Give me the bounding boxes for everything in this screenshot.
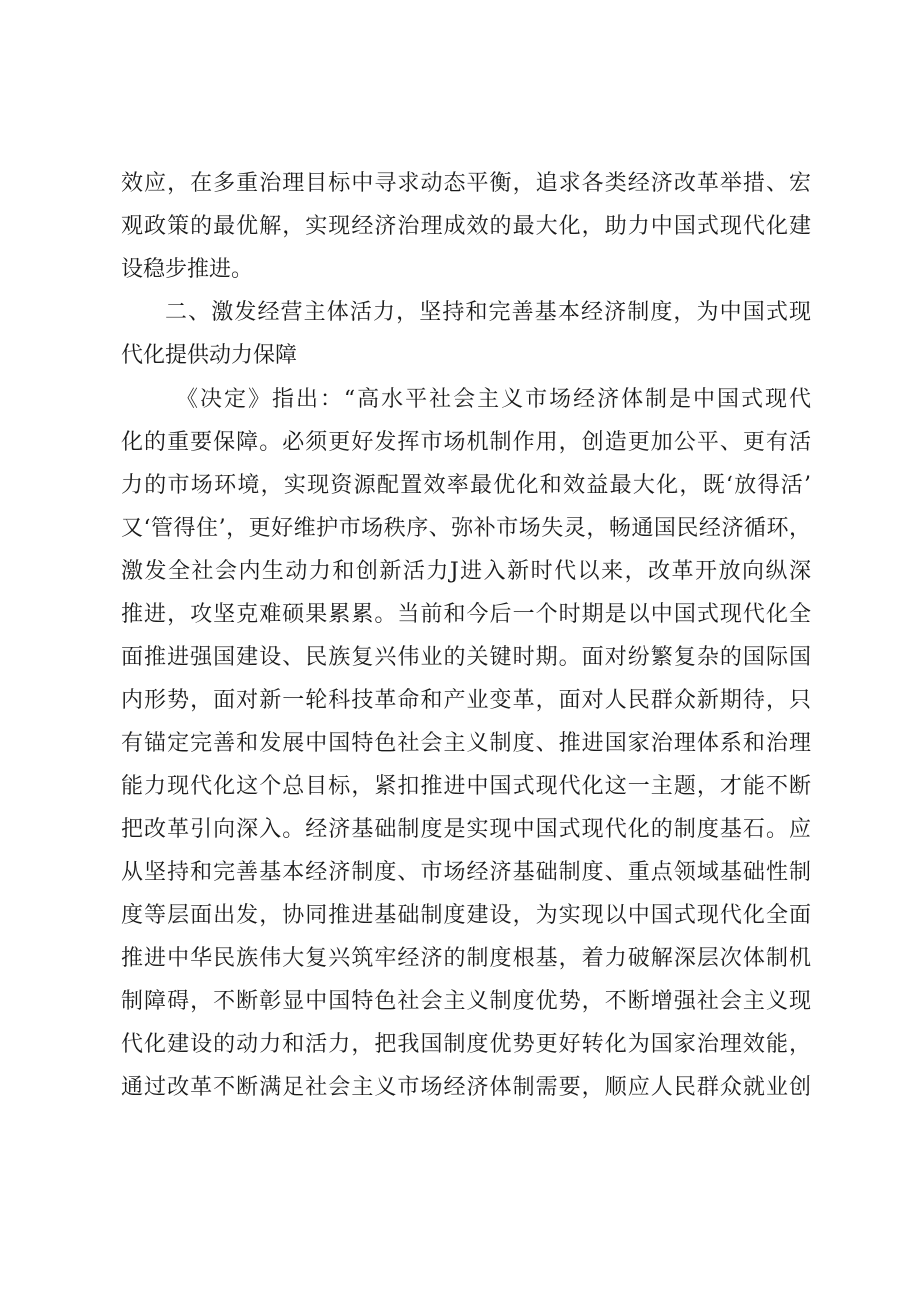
section-heading-line: 代化提供动力保障: [121, 343, 298, 368]
paragraph-line: 能力现代化这个总目标，紧扣推进中国式现代化这一主题，才能不断: [121, 774, 811, 799]
paragraph-line: 力的市场环境，实现资源配置效率最优化和效益最大化，既‘放得活’: [121, 473, 811, 498]
paragraph-line: 通过改革不断满足社会主义市场经济体制需要，顺应人民群众就业创: [121, 1075, 811, 1100]
paragraph-line: 推进，攻坚克难硕果累累。当前和今后一个时期是以中国式现代化全: [121, 602, 811, 627]
paragraph-line: 制障碍，不断彰显中国特色社会主义制度优势，不断增强社会主义现: [121, 989, 811, 1014]
paragraph-line: 度等层面出发，协同推进基础制度建设，为实现以中国式现代化全面: [121, 903, 811, 928]
paragraph-line: 代化建设的动力和活力，把我国制度优势更好转化为国家治理效能，: [121, 1032, 811, 1057]
paragraph-line: 面推进强国建设、民族复兴伟业的关键时期。面对纷繁复杂的国际国: [121, 645, 811, 670]
paragraph-line: 设稳步推进。: [121, 257, 254, 282]
paragraph-line: 从坚持和完善基本经济制度、市场经济基础制度、重点领域基础性制: [121, 860, 811, 885]
paragraph-line: 观政策的最优解，实现经济治理成效的最大化，助力中国式现代化建: [121, 214, 811, 239]
paragraph-line: 推进中华民族伟大复兴筑牢经济的制度根基，着力破解深层次体制机: [121, 946, 811, 971]
paragraph-line: 《决定》指出：“高水平社会主义市场经济体制是中国式现代: [176, 387, 811, 412]
paragraph-line: 化的重要保障。必须更好发挥市场机制作用，创造更加公平、更有活: [121, 430, 811, 455]
section-heading-line: 二、激发经营主体活力，坚持和完善基本经济制度，为中国式现: [165, 300, 811, 325]
paragraph-line: 内形势，面对新一轮科技革命和产业变革，面对人民群众新期待，只: [121, 688, 811, 713]
paragraph-line: 把改革引向深入。经济基础制度是实现中国式现代化的制度基石。应: [121, 817, 811, 842]
paragraph-line: 又‘管得住’，更好维护市场秩序、弥补市场失灵，畅通国民经济循环，: [121, 516, 811, 541]
paragraph-line: 有锚定完善和发展中国特色社会主义制度、推进国家治理体系和治理: [121, 731, 811, 756]
paragraph-line: 激发全社会内生动力和创新活力J进入新时代以来，改革开放向纵深: [121, 559, 811, 584]
paragraph-line: 效应，在多重治理目标中寻求动态平衡，追求各类经济改革举措、宏: [121, 171, 811, 196]
